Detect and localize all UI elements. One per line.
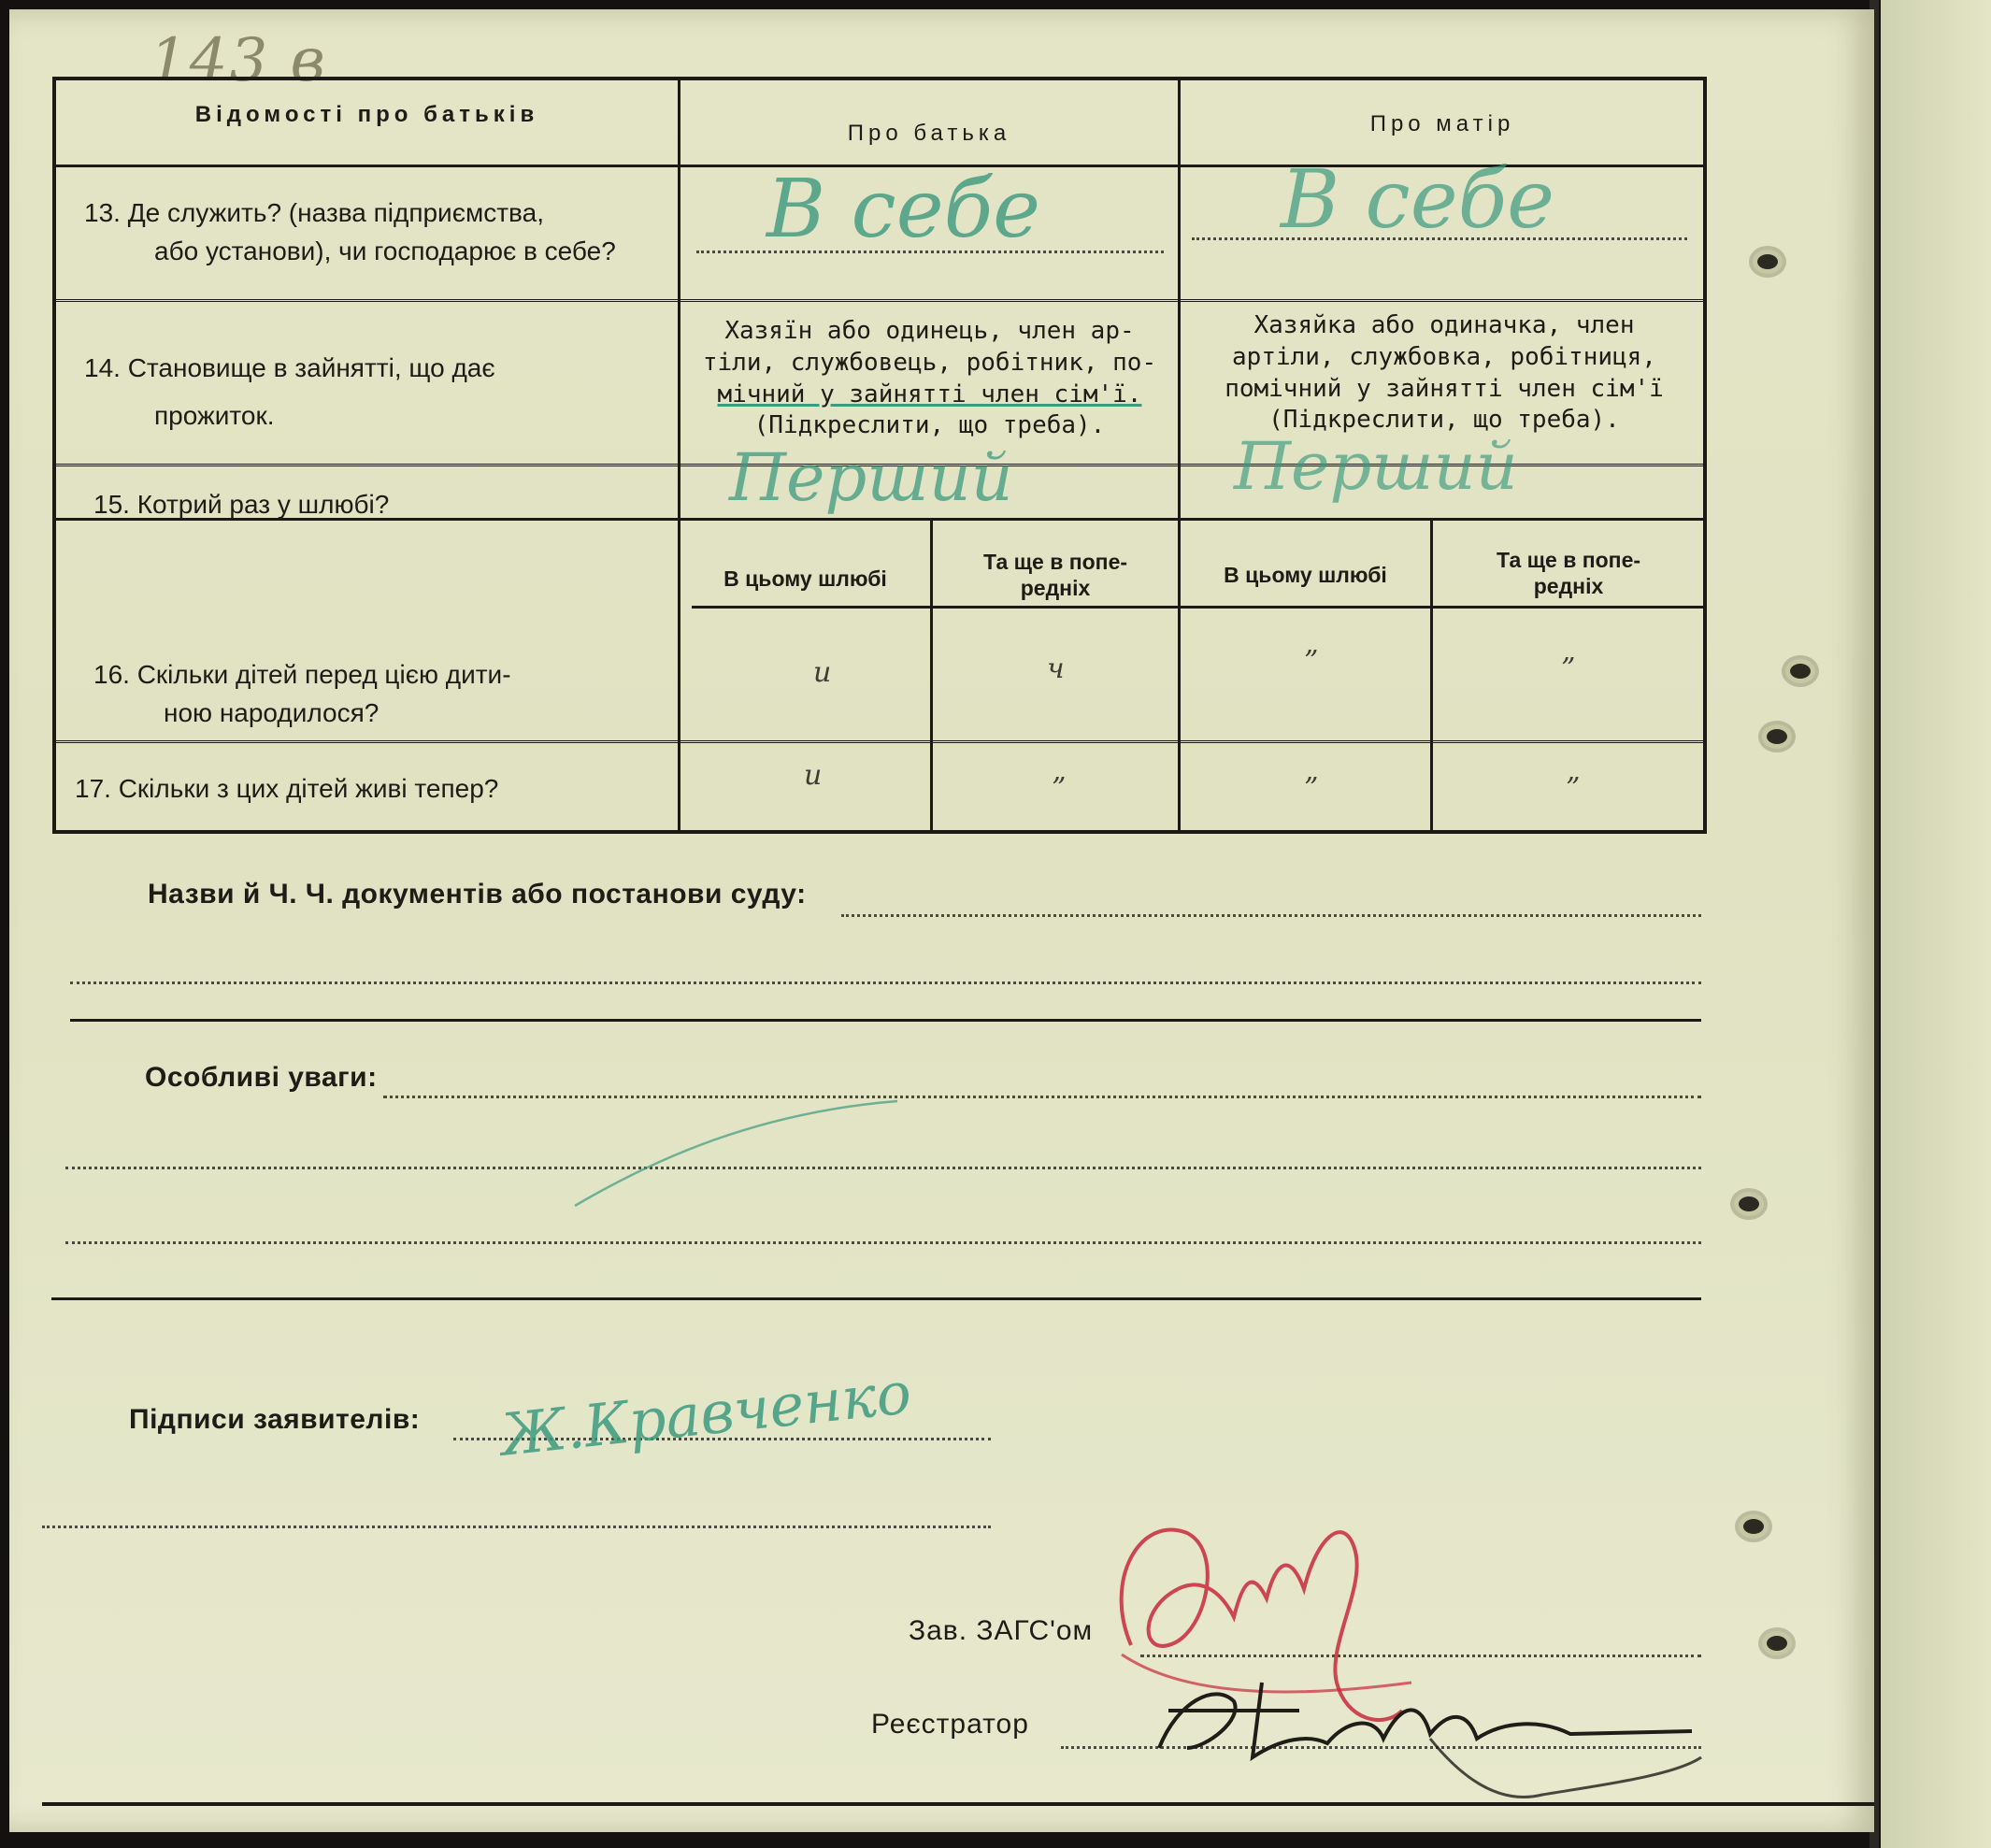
ditto-mark: ” bbox=[1561, 652, 1576, 685]
subheader-previous bbox=[1433, 548, 1704, 599]
mother-option-line: Хазяйка або одиначка, член bbox=[1253, 311, 1635, 339]
father-marriage-count-handwriting: Перший bbox=[729, 439, 1013, 516]
subheader-this-marriage: В цьому шлюбі bbox=[1224, 563, 1387, 587]
ditto-mark: ” bbox=[1566, 772, 1581, 805]
archive-folio-mark: 143 в bbox=[150, 26, 327, 95]
registrar-signature bbox=[1150, 1645, 1711, 1813]
documents-line bbox=[70, 981, 1701, 984]
binding-hole bbox=[1767, 1636, 1787, 1651]
page-bottom-rule bbox=[42, 1802, 1874, 1806]
column-header-father: Про батька bbox=[847, 121, 1011, 146]
mother-option-line: помічний у зайнятті член сім'ї bbox=[1225, 374, 1664, 403]
section-rule bbox=[70, 1019, 1701, 1022]
question-14 bbox=[84, 350, 673, 435]
binding-hole bbox=[1743, 1519, 1764, 1534]
subheader-previous bbox=[933, 550, 1178, 601]
question-14-line2: прожиток. bbox=[154, 400, 275, 430]
mother-option-line: (Підкреслити, що треба). bbox=[1268, 406, 1620, 435]
mother-option-line: артіли, службовка, робітниця, bbox=[1232, 342, 1656, 371]
parents-info-table bbox=[52, 77, 1707, 834]
question-13-line1: 13. Де служить? (назва підприємства, bbox=[84, 198, 544, 227]
father-option-line: мічний у зайнятті член сім'ї. bbox=[717, 380, 1142, 408]
binding-hole bbox=[1757, 254, 1778, 269]
documents-line bbox=[841, 914, 1701, 917]
question-16-line2: ною народилося? bbox=[164, 697, 380, 727]
question-13 bbox=[84, 194, 673, 270]
subheader-previous-line1: Та ще в попе- bbox=[1496, 548, 1641, 572]
question-16-line1: 16. Скільки дітей перед цією дити- bbox=[93, 660, 511, 689]
registrar-label: Реєстратор bbox=[871, 1709, 1029, 1740]
question-17: 17. Скільки з цих дітей живі тепер? bbox=[75, 774, 499, 803]
register-page bbox=[9, 9, 1874, 1832]
question-15: 15. Котрий раз у шлюбі? bbox=[93, 490, 390, 519]
question-14-line1: 14. Становище в зайнятті, що дає bbox=[84, 353, 495, 382]
ditto-mark: ч bbox=[1047, 652, 1065, 685]
binding-hole bbox=[1767, 729, 1787, 744]
mother-occupation-options bbox=[1182, 310, 1706, 437]
mother-workplace-handwriting: В себе bbox=[1281, 153, 1554, 247]
column-header-mother: Про матір bbox=[1369, 111, 1515, 136]
documents-label: Назви й Ч. Ч. документів або постанови суду: bbox=[148, 879, 807, 910]
table-rule bbox=[56, 740, 1703, 749]
binding-hole bbox=[1739, 1196, 1759, 1211]
table-rule bbox=[1178, 80, 1181, 830]
binding-hole bbox=[1790, 664, 1811, 679]
ditto-mark: и bbox=[804, 759, 823, 792]
mother-marriage-count-handwriting: Перший bbox=[1234, 428, 1518, 505]
remarks-label: Особливі уваги: bbox=[145, 1062, 378, 1093]
next-page-edge bbox=[1881, 0, 1991, 1848]
ditto-mark: ” bbox=[1304, 772, 1319, 805]
table-rule bbox=[692, 606, 1703, 609]
applicant-signature: Ж.Кравченко bbox=[497, 1358, 915, 1469]
table-rule bbox=[678, 80, 680, 830]
question-13-line2: або установи), чи господарює в себе? bbox=[154, 236, 616, 265]
father-occupation-options bbox=[684, 316, 1175, 442]
ditto-mark: и bbox=[813, 656, 832, 689]
father-option-line: тіли, службовець, робітник, по- bbox=[702, 348, 1157, 377]
father-option-line: (Підкреслити, що треба). bbox=[753, 411, 1106, 440]
column-header-info: Відомості про батьків bbox=[194, 102, 539, 127]
head-label: Зав. ЗАГС'ом bbox=[909, 1615, 1094, 1646]
table-rule bbox=[56, 299, 1703, 308]
subheader-previous-line2: редніх bbox=[1020, 575, 1091, 600]
section-rule bbox=[51, 1297, 1701, 1300]
father-option-line: Хазяїн або одинець, член ар- bbox=[724, 317, 1135, 345]
ditto-mark: ” bbox=[1052, 772, 1067, 805]
subheader-this-marriage: В цьому шлюбі bbox=[723, 566, 887, 591]
pen-stroke bbox=[570, 1094, 907, 1215]
question-16 bbox=[93, 656, 673, 732]
remarks-line bbox=[65, 1241, 1701, 1244]
applicants-label: Підписи заявителів: bbox=[129, 1404, 421, 1435]
subheader-previous-line1: Та ще в попе- bbox=[982, 550, 1128, 574]
subheader-previous-line2: редніх bbox=[1533, 573, 1604, 598]
father-workplace-handwriting: В себе bbox=[766, 163, 1040, 256]
ditto-mark: ” bbox=[1304, 645, 1319, 678]
applicants-signature-line bbox=[42, 1526, 991, 1528]
